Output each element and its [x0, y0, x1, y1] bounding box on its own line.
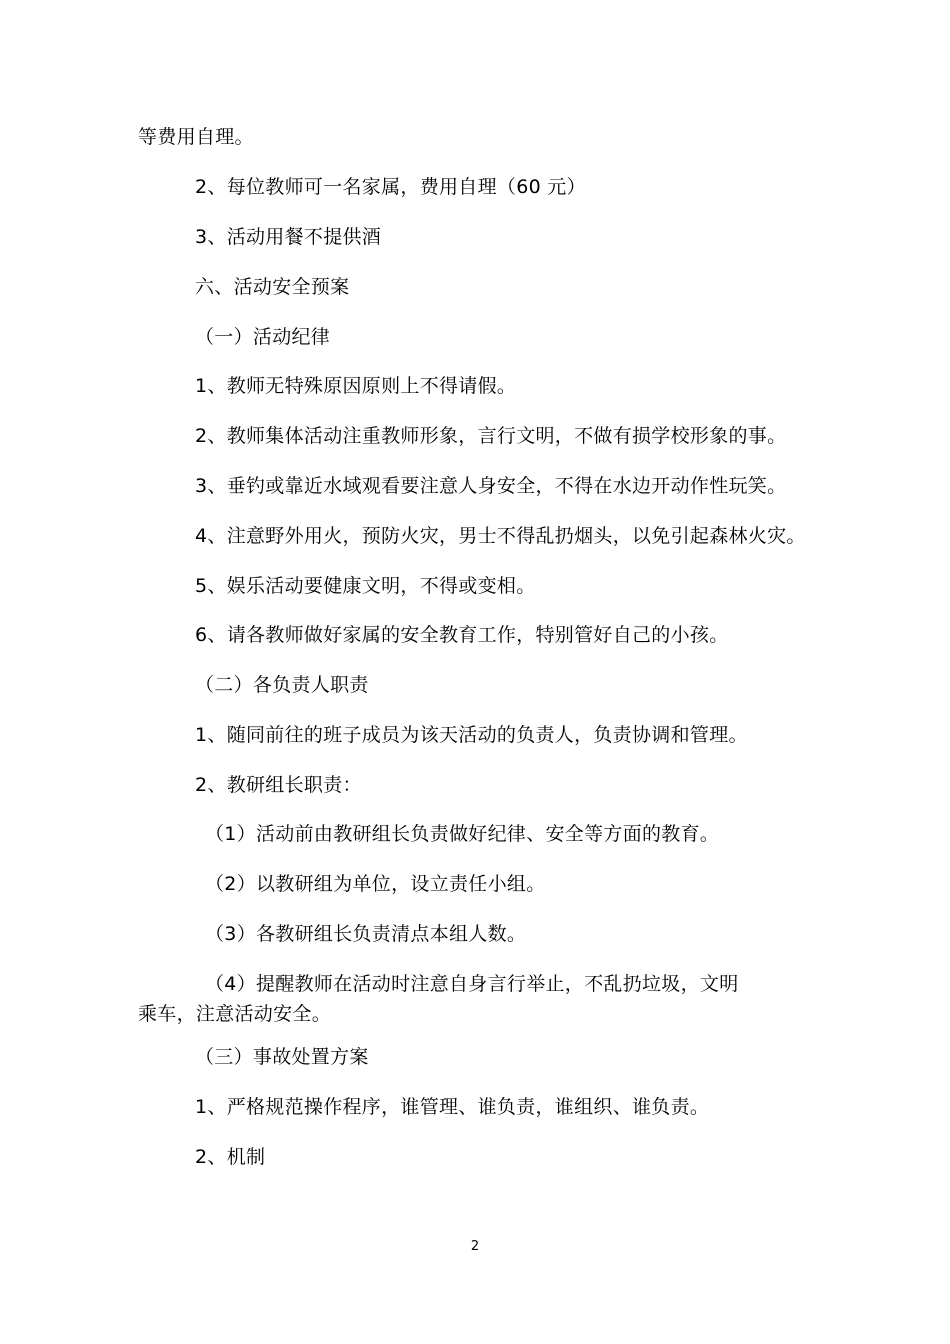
- page-number: 2: [470, 1239, 480, 1254]
- text-line: 1、严格规范操作程序，谁管理、谁负责，谁组织、谁负责。: [195, 1096, 710, 1118]
- subsection-heading: （三）事故处置方案: [195, 1046, 369, 1068]
- text-line: 乘车，注意活动安全。: [138, 1003, 332, 1025]
- text-line: 1、随同前往的班子成员为该天活动的负责人，负责协调和管理。: [195, 724, 748, 746]
- text-line: 3、活动用餐不提供酒: [195, 226, 382, 248]
- subsection-heading: （一）活动纪律: [195, 326, 331, 348]
- text-line: 4、注意野外用火，预防火灾，男士不得乱扔烟头，以免引起森林火灾。: [195, 525, 806, 547]
- text-line: 3、垂钓或靠近水域观看要注意人身安全，不得在水边开动作性玩笑。: [195, 475, 787, 497]
- subsection-heading: （二）各负责人职责: [195, 674, 369, 696]
- section-heading: 六、活动安全预案: [195, 276, 350, 298]
- text-line: 1、教师无特殊原因原则上不得请假。: [195, 375, 517, 397]
- text-line: （4）提醒教师在活动时注意自身言行举止，不乱扔垃圾，文明: [205, 973, 739, 995]
- text-line: （2）以教研组为单位，设立责任小组。: [205, 873, 546, 895]
- text-line: 2、教研组长职责：: [195, 774, 362, 796]
- text-line: （1）活动前由教研组长负责做好纪律、安全等方面的教育。: [205, 823, 720, 845]
- text-line: 2、教师集体活动注重教师形象，言行文明，不做有损学校形象的事。: [195, 425, 787, 447]
- text-line: 等费用自理。: [138, 126, 254, 148]
- text-line: 2、每位教师可一名家属，费用自理（60 元）: [195, 176, 586, 198]
- text-line: （3）各教研组长负责清点本组人数。: [205, 923, 527, 945]
- text-line: 6、请各教师做好家属的安全教育工作，特别管好自己的小孩。: [195, 624, 729, 646]
- text-line: 2、机制: [195, 1146, 266, 1168]
- text-line: 5、娱乐活动要健康文明，不得或变相。: [195, 575, 536, 597]
